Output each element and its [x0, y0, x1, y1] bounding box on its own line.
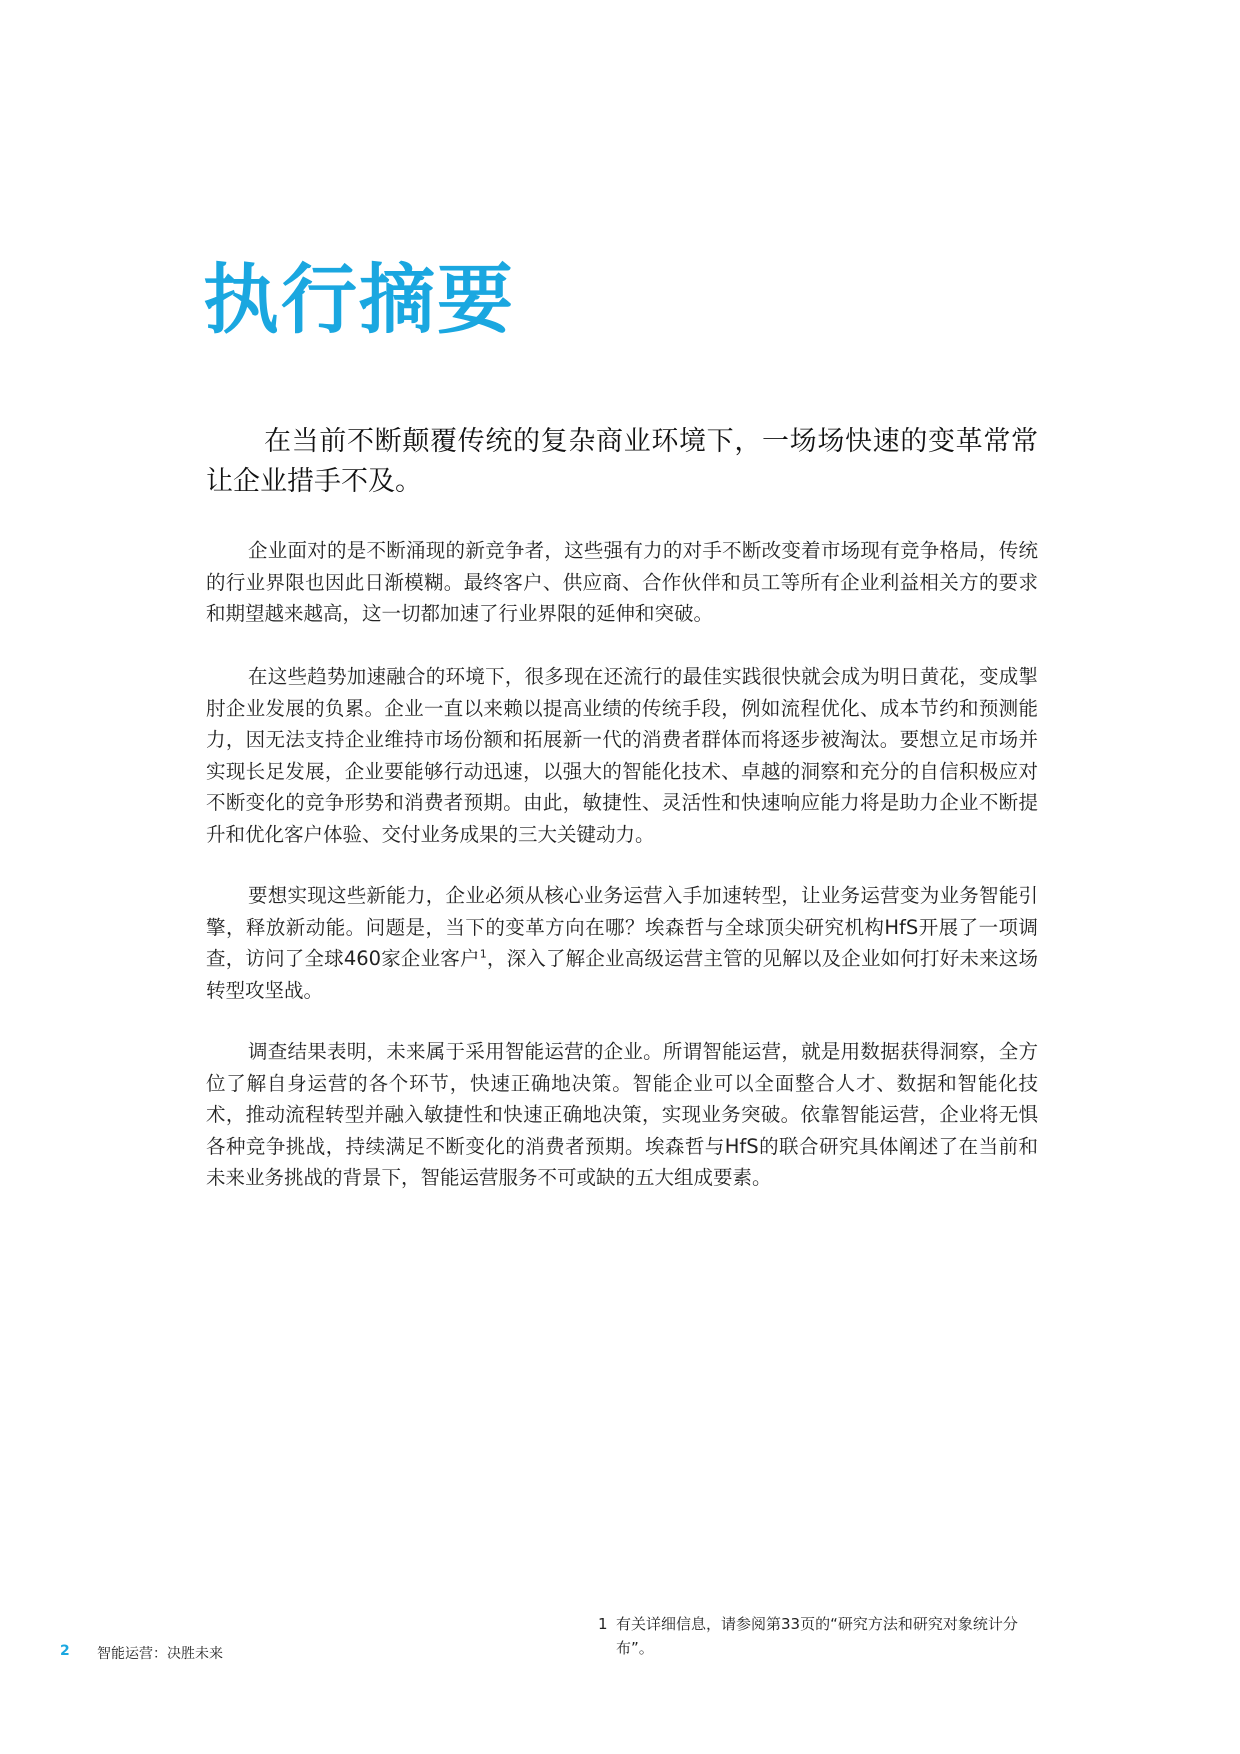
footer-doc-title: 智能运营：决胜未来: [97, 1646, 223, 1662]
body-paragraph-3: [206, 880, 1038, 1006]
body-paragraph-2: 在这些趋势加速融合的环境下，很多现在还流行的最佳实践很快就会成为明日黄花，变成掣肘企业发展的负累。企业一直以来赖以提高业绩的传统手段，例如流程优化、成本节约和预测能力，因无法支持企业维持市场份额和拓展新一代的消费者群体而将逐步被淘汰。要想立足市场并实现长足发展，企业要能够行动迅速，以强大的智能化技术、卓越的洞察和充分的自信积极应对不断变化的竞争形势和消费者预期。由此，敏捷性、灵活性和快速响应能力将是助力企业不断提升和优化客户体验、交付业务成果的三大关键动力。: [206, 665, 1038, 846]
body-paragraph-1: 企业面对的是不断涌现的新竞争者，这些强有力的对手不断改变着市场现有竞争格局，传统的行业界限也因此日渐模糊。最终客户、供应商、合作伙伴和员工等所有企业利益相关方的要求和期望越来越高，这一切都加速了行业界限的延伸和突破。: [206, 539, 1038, 625]
body-paragraph-3-text-a: 要想实现这些新能力，企业必须从核心业务运营入手加速转型，让业务运营变为业务智能引擎，释放新动能。问题是，当下的变革方向在哪？埃森哲与全球顶尖研究机构HfS开展了一项调查，访问了全球460家企业客户: [206, 884, 1038, 970]
footnote-text: 有关详细信息，请参阅第33页的“研究方法和研究对象统计分布”。: [616, 1615, 1018, 1657]
page-number: 2: [60, 1643, 70, 1659]
footnote-reference[interactable]: 1: [479, 947, 487, 961]
lead-paragraph: 在当前不断颠覆传统的复杂商业环境下，一场场快速的变革常常让企业措手不及。: [206, 426, 1038, 497]
footnote-marker: 1: [598, 1615, 608, 1633]
body-paragraph-4: 调查结果表明，未来属于采用智能运营的企业。所谓智能运营，就是用数据获得洞察，全方位了解自身运营的各个环节，快速正确地决策。智能企业可以全面整合人才、数据和智能化技术，推动流程转型并融入敏捷性和快速正确地决策，实现业务突破。依靠智能运营，企业将无惧各种竞争挑战，持续满足不断变化的消费者预期。埃森哲与HfS的联合研究具体阐述了在当前和未来业务挑战的背景下，智能运营服务不可或缺的五大组成要素。: [206, 1040, 1038, 1189]
footnote: [598, 1612, 1048, 1660]
page-title: 执行摘要: [203, 255, 515, 344]
body-paragraph-3-text-b: ，深入了解企业高级运营主管的见解以及企业如何打好未来这场转型攻坚战。: [206, 947, 1038, 1002]
